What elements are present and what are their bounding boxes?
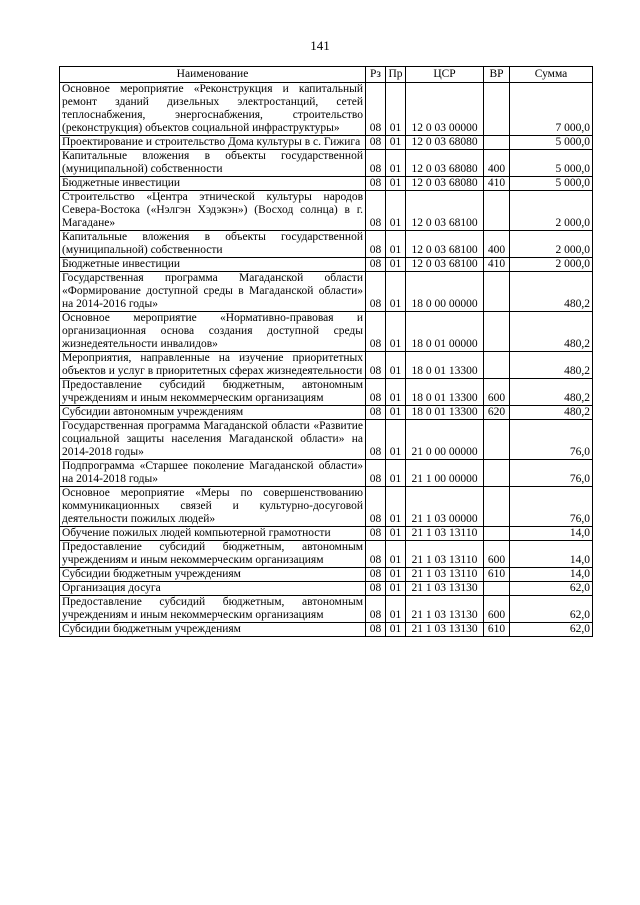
header-sum: Сумма xyxy=(510,67,593,83)
table-row xyxy=(60,487,593,527)
cell-name: Предоставление субсидий бюджетным, автономным учреждениям и иным некоммерческим организациям xyxy=(60,541,366,568)
table-row xyxy=(60,191,593,231)
cell-sum: 480,2 xyxy=(510,406,593,420)
cell-sum: 76,0 xyxy=(510,460,593,487)
cell-vr: 610 xyxy=(484,623,510,637)
header-pr: Пр xyxy=(386,67,406,83)
cell-rz: 08 xyxy=(366,258,386,272)
cell-sum: 62,0 xyxy=(510,596,593,623)
cell-sum: 2 000,0 xyxy=(510,258,593,272)
cell-rz: 08 xyxy=(366,527,386,541)
cell-vr xyxy=(484,487,510,527)
header-name: Наименование xyxy=(60,67,366,83)
cell-name: Мероприятия, направленные на изучение приоритетных объектов и услуг в приоритетных сферах жизнедеятельности xyxy=(60,352,366,379)
cell-csr: 18 0 01 13300 xyxy=(406,379,484,406)
table-row xyxy=(60,420,593,460)
table-header-row xyxy=(60,67,593,83)
cell-name: Капитальные вложения в объекты государственной (муниципальной) собственности xyxy=(60,231,366,258)
cell-vr: 410 xyxy=(484,177,510,191)
cell-rz: 08 xyxy=(366,150,386,177)
cell-vr xyxy=(484,83,510,136)
cell-vr: 400 xyxy=(484,150,510,177)
cell-csr: 21 1 00 00000 xyxy=(406,460,484,487)
cell-name: Основное мероприятие «Реконструкция и капитальный ремонт зданий дизельных электростанций, сетей теплоснабжения, энергоснабжения, строительство (реконструкция) объектов социальной инфраструктуры» xyxy=(60,83,366,136)
cell-rz: 08 xyxy=(366,191,386,231)
cell-csr: 12 0 03 68100 xyxy=(406,191,484,231)
cell-vr: 620 xyxy=(484,406,510,420)
cell-vr xyxy=(484,352,510,379)
cell-pr: 01 xyxy=(386,582,406,596)
cell-csr: 21 1 03 13130 xyxy=(406,623,484,637)
cell-rz: 08 xyxy=(366,420,386,460)
cell-pr: 01 xyxy=(386,623,406,637)
cell-csr: 21 1 03 13130 xyxy=(406,596,484,623)
cell-vr: 410 xyxy=(484,258,510,272)
cell-sum: 14,0 xyxy=(510,527,593,541)
cell-name: Бюджетные инвестиции xyxy=(60,258,366,272)
cell-pr: 01 xyxy=(386,177,406,191)
cell-rz: 08 xyxy=(366,406,386,420)
cell-name: Строительство «Центра этнической культуры народов Севера-Востока («Нэлгэн Хэдэкэн») (Восход солнца) в г. Магадане» xyxy=(60,191,366,231)
cell-csr: 21 1 03 13110 xyxy=(406,541,484,568)
cell-vr: 610 xyxy=(484,568,510,582)
cell-name: Государственная программа Магаданской области «Развитие социальной защиты населения Магаданской области» на 2014-2018 годы» xyxy=(60,420,366,460)
cell-vr xyxy=(484,136,510,150)
table-row xyxy=(60,231,593,258)
cell-pr: 01 xyxy=(386,352,406,379)
cell-name: Государственная программа Магаданской области «Формирование доступной среды в Магаданской области» на 2014-2016 годы» xyxy=(60,272,366,312)
cell-name: Капитальные вложения в объекты государственной (муниципальной) собственности xyxy=(60,150,366,177)
cell-csr: 12 0 03 68100 xyxy=(406,231,484,258)
table-row xyxy=(60,312,593,352)
cell-rz: 08 xyxy=(366,379,386,406)
cell-name: Предоставление субсидий бюджетным, автономным учреждениям и иным некоммерческим организациям xyxy=(60,379,366,406)
cell-rz: 08 xyxy=(366,272,386,312)
page-number: 141 xyxy=(310,38,330,53)
cell-sum: 62,0 xyxy=(510,582,593,596)
cell-csr: 12 0 03 68100 xyxy=(406,258,484,272)
cell-rz: 08 xyxy=(366,568,386,582)
table-row xyxy=(60,623,593,637)
cell-rz: 08 xyxy=(366,177,386,191)
cell-sum: 5 000,0 xyxy=(510,177,593,191)
cell-pr: 01 xyxy=(386,312,406,352)
cell-pr: 01 xyxy=(386,258,406,272)
cell-sum: 480,2 xyxy=(510,272,593,312)
cell-pr: 01 xyxy=(386,379,406,406)
cell-name: Подпрограмма «Старшее поколение Магаданской области» на 2014-2018 годы» xyxy=(60,460,366,487)
cell-rz: 08 xyxy=(366,231,386,258)
table-row xyxy=(60,258,593,272)
table-row xyxy=(60,541,593,568)
cell-csr: 12 0 03 00000 xyxy=(406,83,484,136)
cell-csr: 21 1 03 00000 xyxy=(406,487,484,527)
cell-pr: 01 xyxy=(386,272,406,312)
cell-csr: 12 0 03 68080 xyxy=(406,136,484,150)
cell-sum: 5 000,0 xyxy=(510,136,593,150)
cell-name: Субсидии автономным учреждениям xyxy=(60,406,366,420)
cell-sum: 2 000,0 xyxy=(510,191,593,231)
cell-pr: 01 xyxy=(386,527,406,541)
cell-sum: 62,0 xyxy=(510,623,593,637)
header-csr: ЦСР xyxy=(406,67,484,83)
table-row xyxy=(60,406,593,420)
cell-name: Основное мероприятие «Нормативно-правовая и организационная основа создания доступной среды жизнедеятельности инвалидов» xyxy=(60,312,366,352)
cell-vr: 600 xyxy=(484,379,510,406)
table-row xyxy=(60,596,593,623)
cell-rz: 08 xyxy=(366,541,386,568)
cell-csr: 21 1 03 13110 xyxy=(406,568,484,582)
cell-csr: 12 0 03 68080 xyxy=(406,150,484,177)
cell-vr xyxy=(484,582,510,596)
cell-csr: 21 1 03 13130 xyxy=(406,582,484,596)
cell-rz: 08 xyxy=(366,460,386,487)
cell-rz: 08 xyxy=(366,596,386,623)
cell-name: Предоставление субсидий бюджетным, автономным учреждениям и иным некоммерческим организациям xyxy=(60,596,366,623)
table-row xyxy=(60,177,593,191)
cell-sum: 480,2 xyxy=(510,352,593,379)
cell-sum: 2 000,0 xyxy=(510,231,593,258)
cell-rz: 08 xyxy=(366,312,386,352)
cell-pr: 01 xyxy=(386,150,406,177)
cell-pr: 01 xyxy=(386,487,406,527)
cell-vr xyxy=(484,460,510,487)
cell-sum: 7 000,0 xyxy=(510,83,593,136)
cell-sum: 14,0 xyxy=(510,568,593,582)
cell-name: Обучение пожилых людей компьютерной грамотности xyxy=(60,527,366,541)
table-row xyxy=(60,582,593,596)
cell-sum: 76,0 xyxy=(510,420,593,460)
table-row xyxy=(60,568,593,582)
cell-pr: 01 xyxy=(386,596,406,623)
cell-pr: 01 xyxy=(386,568,406,582)
cell-pr: 01 xyxy=(386,231,406,258)
cell-csr: 21 1 03 13110 xyxy=(406,527,484,541)
cell-csr: 18 0 00 00000 xyxy=(406,272,484,312)
cell-sum: 480,2 xyxy=(510,379,593,406)
cell-rz: 08 xyxy=(366,582,386,596)
cell-name: Основное мероприятие «Меры по совершенствованию коммуникационных связей и культурно-досуговой деятельности пожилых людей» xyxy=(60,487,366,527)
cell-pr: 01 xyxy=(386,420,406,460)
cell-sum: 5 000,0 xyxy=(510,150,593,177)
cell-sum: 14,0 xyxy=(510,541,593,568)
cell-name: Бюджетные инвестиции xyxy=(60,177,366,191)
table-body xyxy=(60,83,593,637)
cell-vr xyxy=(484,272,510,312)
cell-name: Субсидии бюджетным учреждениям xyxy=(60,568,366,582)
cell-name: Организация досуга xyxy=(60,582,366,596)
header-rz: Рз xyxy=(366,67,386,83)
cell-vr xyxy=(484,420,510,460)
cell-rz: 08 xyxy=(366,623,386,637)
cell-csr: 18 0 01 13300 xyxy=(406,352,484,379)
table-row xyxy=(60,460,593,487)
cell-csr: 21 0 00 00000 xyxy=(406,420,484,460)
budget-table xyxy=(59,66,593,637)
table-row xyxy=(60,136,593,150)
cell-vr xyxy=(484,527,510,541)
cell-rz: 08 xyxy=(366,352,386,379)
table-row xyxy=(60,379,593,406)
cell-name: Проектирование и строительство Дома культуры в с. Гижига xyxy=(60,136,366,150)
cell-csr: 12 0 03 68080 xyxy=(406,177,484,191)
table-row xyxy=(60,272,593,312)
cell-vr xyxy=(484,312,510,352)
cell-pr: 01 xyxy=(386,136,406,150)
cell-pr: 01 xyxy=(386,460,406,487)
cell-csr: 18 0 01 00000 xyxy=(406,312,484,352)
cell-pr: 01 xyxy=(386,406,406,420)
cell-vr xyxy=(484,191,510,231)
header-vr: ВР xyxy=(484,67,510,83)
cell-vr: 600 xyxy=(484,541,510,568)
cell-pr: 01 xyxy=(386,541,406,568)
cell-vr: 600 xyxy=(484,596,510,623)
cell-sum: 76,0 xyxy=(510,487,593,527)
table-row xyxy=(60,352,593,379)
table-row xyxy=(60,150,593,177)
cell-pr: 01 xyxy=(386,83,406,136)
cell-vr: 400 xyxy=(484,231,510,258)
cell-rz: 08 xyxy=(366,136,386,150)
table-row xyxy=(60,83,593,136)
cell-rz: 08 xyxy=(366,83,386,136)
table-row xyxy=(60,527,593,541)
cell-sum: 480,2 xyxy=(510,312,593,352)
cell-pr: 01 xyxy=(386,191,406,231)
cell-csr: 18 0 01 13300 xyxy=(406,406,484,420)
cell-name: Субсидии бюджетным учреждениям xyxy=(60,623,366,637)
cell-rz: 08 xyxy=(366,487,386,527)
